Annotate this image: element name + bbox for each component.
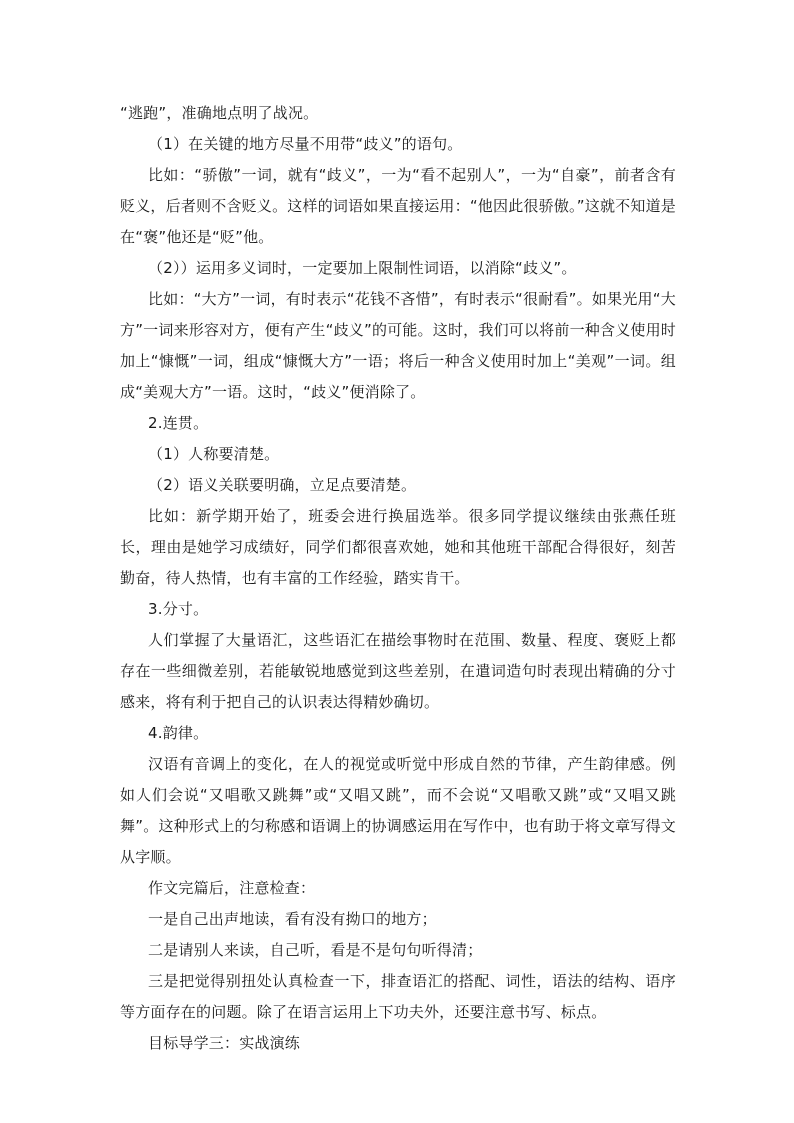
paragraph: 作文完篇后，注意检查： bbox=[148, 879, 316, 897]
paragraph: 3.分寸。 bbox=[148, 600, 209, 618]
paragraph: 比如：“大方”一词，有时表示“花钱不吝惜”，有时表示“很耐看”。如果光用“大方”一词来形容对方，便有产生“歧义”的可能。这时，我们可以将前一种含义使用时加上“慷慨”一词，组成“慷慨大方”一语；将后一种含义使用时加上“美观”一词。组成“美观大方”一语。这时，“歧义”便消除了。 bbox=[120, 290, 676, 401]
document-body bbox=[120, 98, 676, 1059]
paragraph: 汉语有音调上的变化，在人的视觉或听觉中形成自然的节律，产生韵律感。例如人们会说“又唱歌又跳舞”或“又唱又跳”，而不会说“又唱歌又跳”或“又唱又跳舞”。这种形式上的匀称感和语调上的协调感运用在写作中，也有助于将文章写得文从字顺。 bbox=[120, 755, 676, 866]
paragraph: 三是把觉得别扭处认真检查一下，排查语汇的搭配、词性，语法的结构、语序等方面存在的问题。除了在语言运用上下功夫外，还要注意书写、标点。 bbox=[120, 972, 676, 1021]
paragraph: （1）人称要清楚。 bbox=[148, 445, 280, 463]
paragraph: （2）语义关联要明确，立足点要清楚。 bbox=[148, 476, 417, 494]
paragraph: 目标导学三：实战演练 bbox=[148, 1034, 301, 1052]
paragraph: 2.连贯。 bbox=[148, 414, 209, 432]
paragraph: （2））运用多义词时，一定要加上限制性词语，以消除“歧义”。 bbox=[148, 259, 577, 277]
paragraph: 比如：“骄傲”一词，就有“歧义”，一为“看不起别人”，一为“自豪”，前者含有贬义，后者则不含贬义。这样的词语如果直接运用：“他因此很骄傲。”这就不知道是在“褒”他还是“贬”他。 bbox=[120, 166, 676, 246]
paragraph: 比如：新学期开始了，班委会进行换届选举。很多同学提议继续由张燕任班长，理由是她学习成绩好，同学们都很喜欢她，她和其他班干部配合得很好，刻苦勤奋，待人热情，也有丰富的工作经验，踏实肯干。 bbox=[120, 507, 676, 587]
paragraph: 人们掌握了大量语汇，这些语汇在描绘事物时在范围、数量、程度、褒贬上都存在一些细微差别，若能敏锐地感觉到这些差别，在遣词造句时表现出精确的分寸感来，将有利于把自己的认识表达得精妙确切。 bbox=[120, 631, 676, 711]
paragraph: 4.韵律。 bbox=[148, 724, 209, 742]
paragraph: （1）在关键的地方尽量不用带“歧义”的语句。 bbox=[148, 135, 463, 153]
paragraph: 二是请别人来读，自己听，看是不是句句听得清； bbox=[148, 941, 483, 959]
paragraph: “逃跑”，准确地点明了战况。 bbox=[120, 104, 319, 122]
paragraph: 一是自己出声地读，看有没有拗口的地方； bbox=[148, 910, 437, 928]
